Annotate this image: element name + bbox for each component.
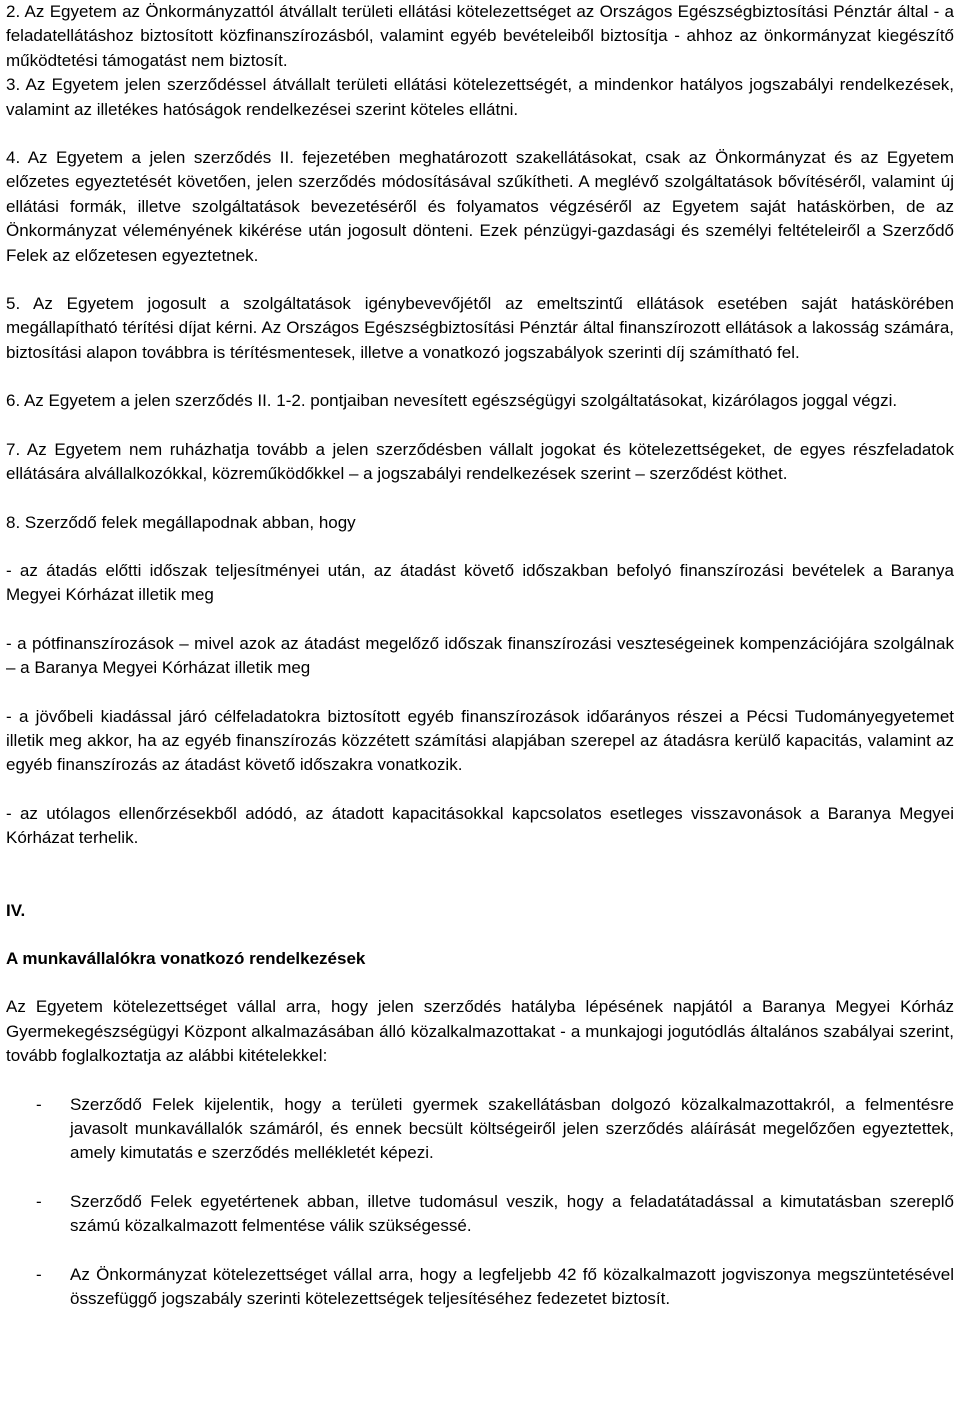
paragraph-6: 6. Az Egyetem a jelen szerződés II. 1-2. pontjaiban nevesített egészségügyi szolgáltatásokat, kizárólagos joggal végzi. xyxy=(6,391,898,411)
bullet-text: Szerződő Felek kijelentik, hogy a területi gyermek szakellátásban dolgozó közalkalmazottakról, a felmentésre javasolt munkavállalók számáról, és ennek becsült költségeiről jelen szerződés aláírását megelőzően egyeztettek, amely kimutatás e szerződés mellékletét képezi. xyxy=(70,1094,954,1163)
bullet-text: Az Önkormányzat kötelezettséget vállal arra, hogy a legfeljebb 42 fő közalkalmazott jogviszonya megszüntetésével összefüggő jogszabály szerinti kötelezettségek teljesítéséhez fedezetet biztosít. xyxy=(70,1264,954,1309)
paragraph-2: 2. Az Egyetem az Önkormányzattól átvállalt területi ellátási kötelezettséget az Országos Egészségbiztosítási Pénztár által - a feladatellátáshoz biztosított közfinanszírozásból, valamint egyéb bevételeiből biztosítja - ahhoz az önkormányzat kiegészítő működtetési támogatást nem biztosít. xyxy=(6,2,954,70)
bullet-text: Szerződő Felek egyetértenek abban, illetve tudomásul veszik, hogy a feladatátadással a kimutatásban szereplő számú közalkalmazott felmentése válik szükségessé. xyxy=(70,1191,954,1236)
paragraph-4: 4. Az Egyetem a jelen szerződés II. fejezetében meghatározott szakellátásokat, csak az Önkormányzat és az Egyetem előzetes egyeztetését követően, jelen szerződés módosításával szűkítheti. A meglévő szolgáltatások bővítéséről, valamint új ellátási formák, illetve szolgáltatások bevezetéséről és folyamatos végzéséről az Egyetem saját hatáskörben, de az Önkormányzat véleményének kikérése után jogosult dönteni. Ezek pénzügyi-gazdasági és személyi feltételeiről a Szerződő Felek az előzetesen egyeztetnek. xyxy=(6,148,954,265)
dash-item-1: - az átadás előtti időszak teljesítményei után, az átadást követő időszakban befolyó finanszírozási bevételek a Baranya Megyei Kórházat illetik meg xyxy=(6,560,954,605)
section-title: A munkavállalókra vonatkozó rendelkezések xyxy=(6,948,366,968)
bullet-item-3 xyxy=(6,1263,954,1312)
bullet-dash: - xyxy=(36,1094,42,1114)
bullet-dash: - xyxy=(36,1264,42,1284)
paragraph-3: 3. Az Egyetem jelen szerződéssel átvállalt területi ellátási kötelezettségét, a mindenkor hatályos jogszabályi rendelkezések, valamint az illetékes hatóságok rendelkezései szerint köteles ellátni. xyxy=(6,75,954,119)
section-number: IV. xyxy=(6,900,26,920)
paragraph-7: 7. Az Egyetem nem ruházhatja tovább a jelen szerződésben vállalt jogokat és kötelezettségeket, de egyes részfeladatok ellátására alvállalkozókkal, közreműködőkkel – a jogszabályi rendelkezések szerint – szerződést köthet. xyxy=(6,439,954,484)
paragraph-5: 5. Az Egyetem jogosult a szolgáltatások igénybevevőjétől az emeltszintű ellátások esetében saját hatáskörében megállapítható térítési díjat kérni. Az Országos Egészségbiztosítási Pénztár által finanszírozott ellátások a lakosság számára, biztosítási alapon továbbra is térítésmentesek, illetve a vonatkozó jogszabályok szerinti díj számítható fel. xyxy=(6,294,954,362)
bullet-item-1 xyxy=(6,1093,954,1166)
dash-item-3: - a jövőbeli kiadással járó célfeladatokra biztosított egyéb finanszírozások időarányos részei a Pécsi Tudományegyetemet illetik meg akkor, ha az egyéb finanszírozás közzétett számítási alapjában szerepel az átadásra kerülő kapacitás, valamint az egyéb finanszírozás az átadást követő időszakra vonatkozik. xyxy=(6,706,954,775)
section-intro: Az Egyetem kötelezettséget vállal arra, hogy jelen szerződés hatályba lépésének napjától a Baranya Megyei Kórház Gyermekegészségügyi Központ alkalmazásában álló közalkalmazottakat - a munkajogi jogutódlás általános szabályai szerint, tovább foglalkoztatja az alábbi kitételekkel: xyxy=(6,997,954,1066)
bullet-item-2 xyxy=(6,1190,954,1239)
dash-item-4: - az utólagos ellenőrzésekből adódó, az átadott kapacitásokkal kapcsolatos esetleges visszavonások a Baranya Megyei Kórházat terhelik. xyxy=(6,803,954,848)
bullet-dash: - xyxy=(36,1191,42,1211)
paragraph-8: 8. Szerződő felek megállapodnak abban, hogy xyxy=(6,512,356,532)
dash-item-2: - a pótfinanszírozások – mivel azok az átadást megelőző időszak finanszírozási veszteségeinek kompenzációjára szolgálnak – a Baranya Megyei Kórházat illetik meg xyxy=(6,633,954,678)
